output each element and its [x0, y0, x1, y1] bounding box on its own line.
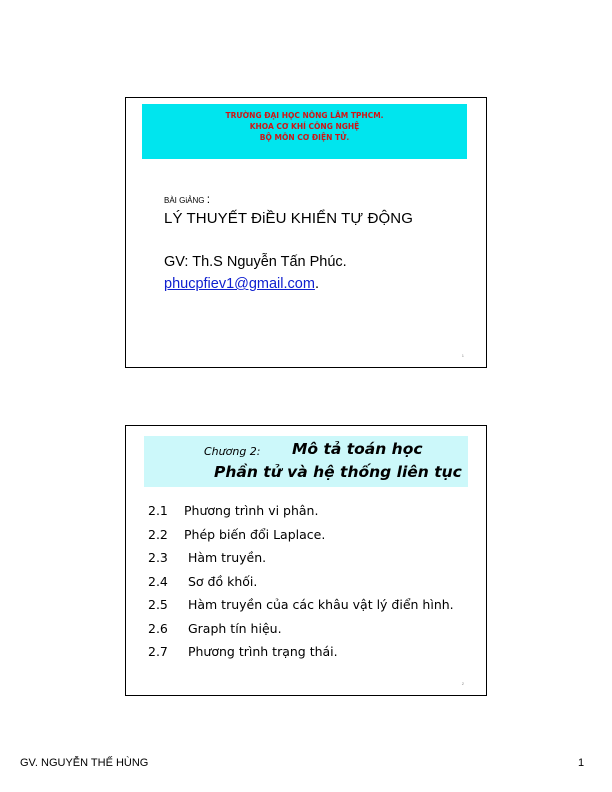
- course-title: LÝ THUYẾT ĐiỀU KHIỂN TỰ ĐỘNG: [164, 210, 413, 227]
- slide-number: 1: [461, 353, 464, 358]
- item-number: 2.2: [148, 526, 168, 542]
- list-item: [148, 597, 454, 621]
- chapter-header: [144, 436, 468, 487]
- slide-chapter: [125, 425, 487, 696]
- item-text: Phép biến đổi Laplace.: [184, 526, 326, 542]
- item-text: Hàm truyền.: [184, 550, 267, 565]
- chapter-label: Chương 2:: [204, 445, 261, 458]
- university-header: [142, 104, 467, 159]
- item-number: 2.6: [148, 620, 168, 636]
- list-item: [148, 527, 454, 551]
- item-text: Graph tín hiệu.: [184, 620, 282, 636]
- list-item: [148, 621, 454, 645]
- item-number: 2.4: [148, 573, 168, 589]
- lecture-label: [164, 192, 210, 206]
- header-line-department: BỘ MÔN CƠ ĐIỆN TỬ.: [259, 133, 350, 142]
- table-of-contents: [148, 503, 454, 668]
- list-item: [148, 574, 454, 598]
- item-text: Phương trình trạng thái.: [184, 644, 338, 659]
- header-line-faculty: KHOA CƠ KHÍ CÔNG NGHỆ: [249, 122, 360, 131]
- lecture-label-text: BÀI GiẢNG: [164, 196, 205, 205]
- footer-author: GV. NGUYỄN THẾ HÙNG: [20, 757, 149, 769]
- slide-title: [125, 97, 487, 368]
- item-text: Sơ đồ khối.: [184, 573, 258, 589]
- item-text: Hàm truyền của các khâu vật lý điển hình.: [184, 597, 454, 612]
- email-suffix: .: [314, 276, 319, 292]
- item-number: 2.1: [148, 503, 168, 518]
- header-line-university: TRƯỜNG ĐẠI HỌC NÔNG LÂM TPHCM.: [225, 111, 384, 120]
- list-item: [148, 503, 454, 527]
- lecture-label-colon: :: [206, 192, 211, 206]
- footer-page-number: 1: [578, 757, 585, 769]
- item-number: 2.3: [148, 550, 168, 565]
- email-link[interactable]: phucpfiev1@gmail.com: [164, 276, 315, 292]
- list-item: [148, 644, 454, 668]
- item-number: 2.7: [148, 644, 168, 659]
- chapter-title-line2: Phần tử và hệ thống liên tục: [214, 463, 462, 481]
- chapter-title-line1: Mô tả toán học: [292, 440, 423, 458]
- item-text: Phương trình vi phân.: [184, 503, 319, 518]
- item-number: 2.5: [148, 597, 168, 612]
- email-line: [164, 276, 319, 292]
- slide-number: 2: [461, 681, 464, 686]
- list-item: [148, 550, 454, 574]
- lecturer-name: GV: Th.S Nguyễn Tấn Phúc.: [164, 254, 347, 270]
